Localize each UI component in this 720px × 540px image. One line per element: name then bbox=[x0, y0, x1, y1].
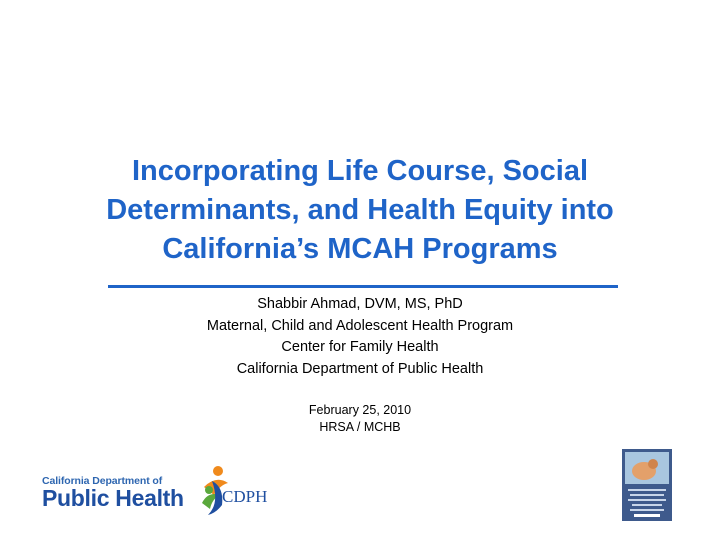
mcah-text-line bbox=[628, 499, 666, 501]
mcah-text-line bbox=[632, 504, 662, 506]
mcah-program-logo bbox=[622, 449, 672, 521]
title-line-1: Incorporating Life Course, Social bbox=[131, 155, 588, 187]
child-head-icon bbox=[648, 459, 658, 469]
event-block bbox=[60, 402, 660, 436]
cdph-wordmark-line1: California Department of bbox=[42, 475, 163, 487]
cdph-wordmark-logo bbox=[42, 470, 198, 516]
cdph-mark-text: CDPH bbox=[222, 487, 268, 506]
author-block bbox=[60, 294, 660, 380]
author-department: California Department of Public Health bbox=[236, 360, 484, 377]
title-line-3: California’s MCAH Programs bbox=[162, 233, 558, 265]
event-date: February 25, 2010 bbox=[308, 403, 412, 417]
slide-title bbox=[60, 152, 660, 269]
mcah-text-line bbox=[630, 494, 664, 496]
author-program: Maternal, Child and Adolescent Health Program bbox=[206, 317, 514, 334]
author-center: Center for Family Health bbox=[281, 339, 439, 355]
figure-head-orange bbox=[213, 466, 223, 476]
author-name: Shabbir Ahmad, DVM, MS, PhD bbox=[257, 296, 463, 312]
title-line-2: Determinants, and Health Equity into bbox=[106, 194, 614, 226]
event-org: HRSA / MCHB bbox=[319, 420, 401, 434]
cdph-mark-logo bbox=[198, 461, 274, 519]
mcah-text-line bbox=[628, 489, 666, 491]
cdph-wordmark-line2: Public Health bbox=[42, 485, 184, 511]
title-divider bbox=[108, 285, 618, 288]
mcah-footer-band bbox=[634, 514, 660, 517]
figure-head-green bbox=[205, 486, 213, 494]
mcah-text-line bbox=[630, 509, 664, 511]
